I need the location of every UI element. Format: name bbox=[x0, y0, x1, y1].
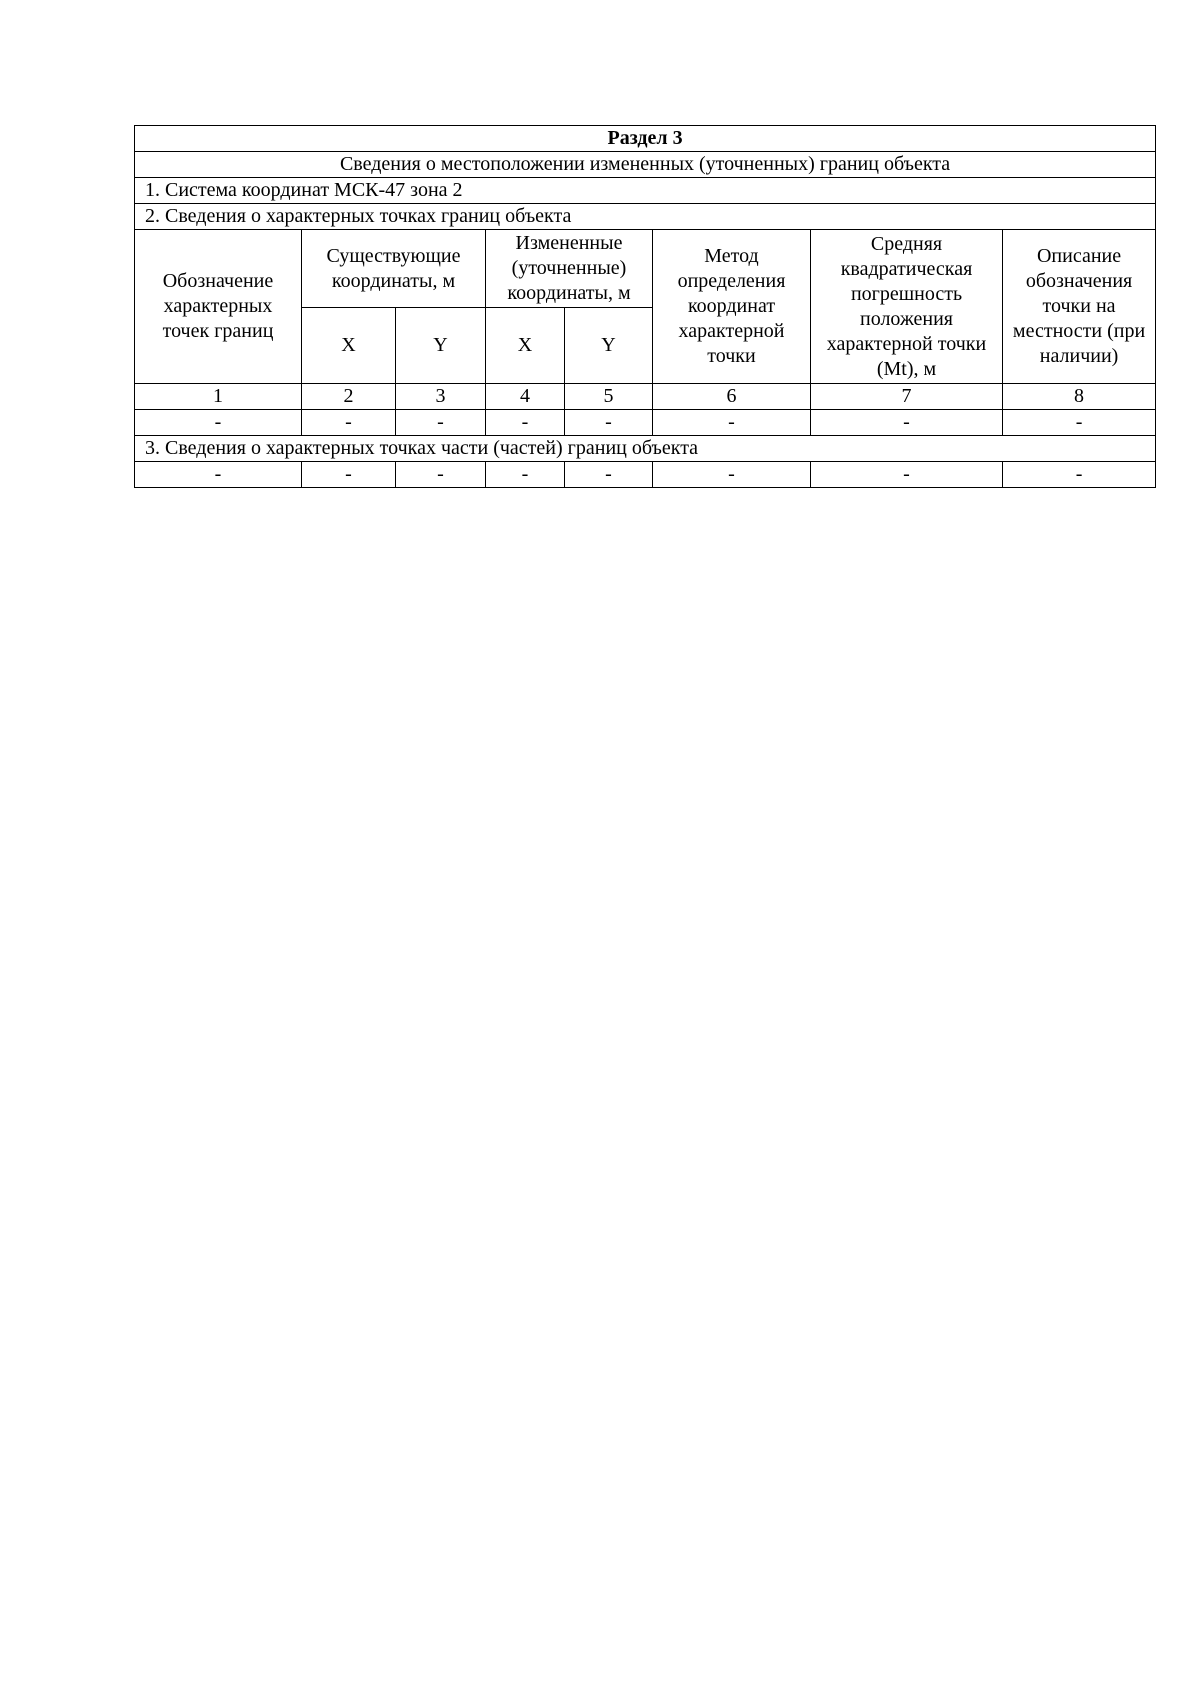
column-number: 5 bbox=[565, 384, 653, 410]
section-title-row bbox=[135, 126, 1156, 152]
column-number: 4 bbox=[486, 384, 565, 410]
table-cell: - bbox=[135, 462, 302, 488]
table-cell: - bbox=[302, 410, 396, 436]
coordinate-system-label: 1. Система координат МСК-47 зона 2 bbox=[135, 178, 1156, 204]
table-cell: - bbox=[811, 462, 1003, 488]
table-row bbox=[135, 410, 1156, 436]
table-cell: - bbox=[653, 462, 811, 488]
table-cell: - bbox=[1003, 462, 1156, 488]
table-cell: - bbox=[486, 462, 565, 488]
table-cell: - bbox=[486, 410, 565, 436]
section-subtitle-row bbox=[135, 152, 1156, 178]
table-cell: - bbox=[1003, 410, 1156, 436]
boundary-parts-heading: 3. Сведения о характерных точках части (частей) границ объекта bbox=[135, 436, 1156, 462]
coordinate-system-row bbox=[135, 178, 1156, 204]
table-cell: - bbox=[302, 462, 396, 488]
column-numbers-row bbox=[135, 384, 1156, 410]
table-row bbox=[135, 462, 1156, 488]
header-method: Метод определения координат характерной точки bbox=[653, 230, 811, 384]
header-existing-y: Y bbox=[396, 308, 486, 384]
column-number: 8 bbox=[1003, 384, 1156, 410]
boundary-points-heading: 2. Сведения о характерных точках границ объекта bbox=[135, 204, 1156, 230]
column-number: 2 bbox=[302, 384, 396, 410]
header-description: Описание обозначения точки на местности (при наличии) bbox=[1003, 230, 1156, 384]
column-number: 6 bbox=[653, 384, 811, 410]
header-existing-coordinates: Существующие координаты, м bbox=[302, 230, 486, 308]
column-number: 7 bbox=[811, 384, 1003, 410]
table-cell: - bbox=[135, 410, 302, 436]
header-designation: Обозначение характерных точек границ bbox=[135, 230, 302, 384]
column-number: 1 bbox=[135, 384, 302, 410]
section-title: Раздел 3 bbox=[135, 126, 1156, 152]
table-cell: - bbox=[565, 462, 653, 488]
column-number: 3 bbox=[396, 384, 486, 410]
header-changed-y: Y bbox=[565, 308, 653, 384]
section-3-table bbox=[134, 125, 1156, 488]
boundary-parts-heading-row bbox=[135, 436, 1156, 462]
table-cell: - bbox=[396, 410, 486, 436]
column-header-row-1 bbox=[135, 230, 1156, 308]
header-existing-x: X bbox=[302, 308, 396, 384]
table-cell: - bbox=[565, 410, 653, 436]
header-changed-x: X bbox=[486, 308, 565, 384]
header-changed-coordinates: Измененные (уточненные) координаты, м bbox=[486, 230, 653, 308]
table-cell: - bbox=[653, 410, 811, 436]
table-cell: - bbox=[396, 462, 486, 488]
table-cell: - bbox=[811, 410, 1003, 436]
section-subtitle: Сведения о местоположении измененных (уточненных) границ объекта bbox=[135, 152, 1156, 178]
header-mean-error: Средняя квадратическая погрешность положения характерной точки (Mt), м bbox=[811, 230, 1003, 384]
boundary-points-heading-row bbox=[135, 204, 1156, 230]
